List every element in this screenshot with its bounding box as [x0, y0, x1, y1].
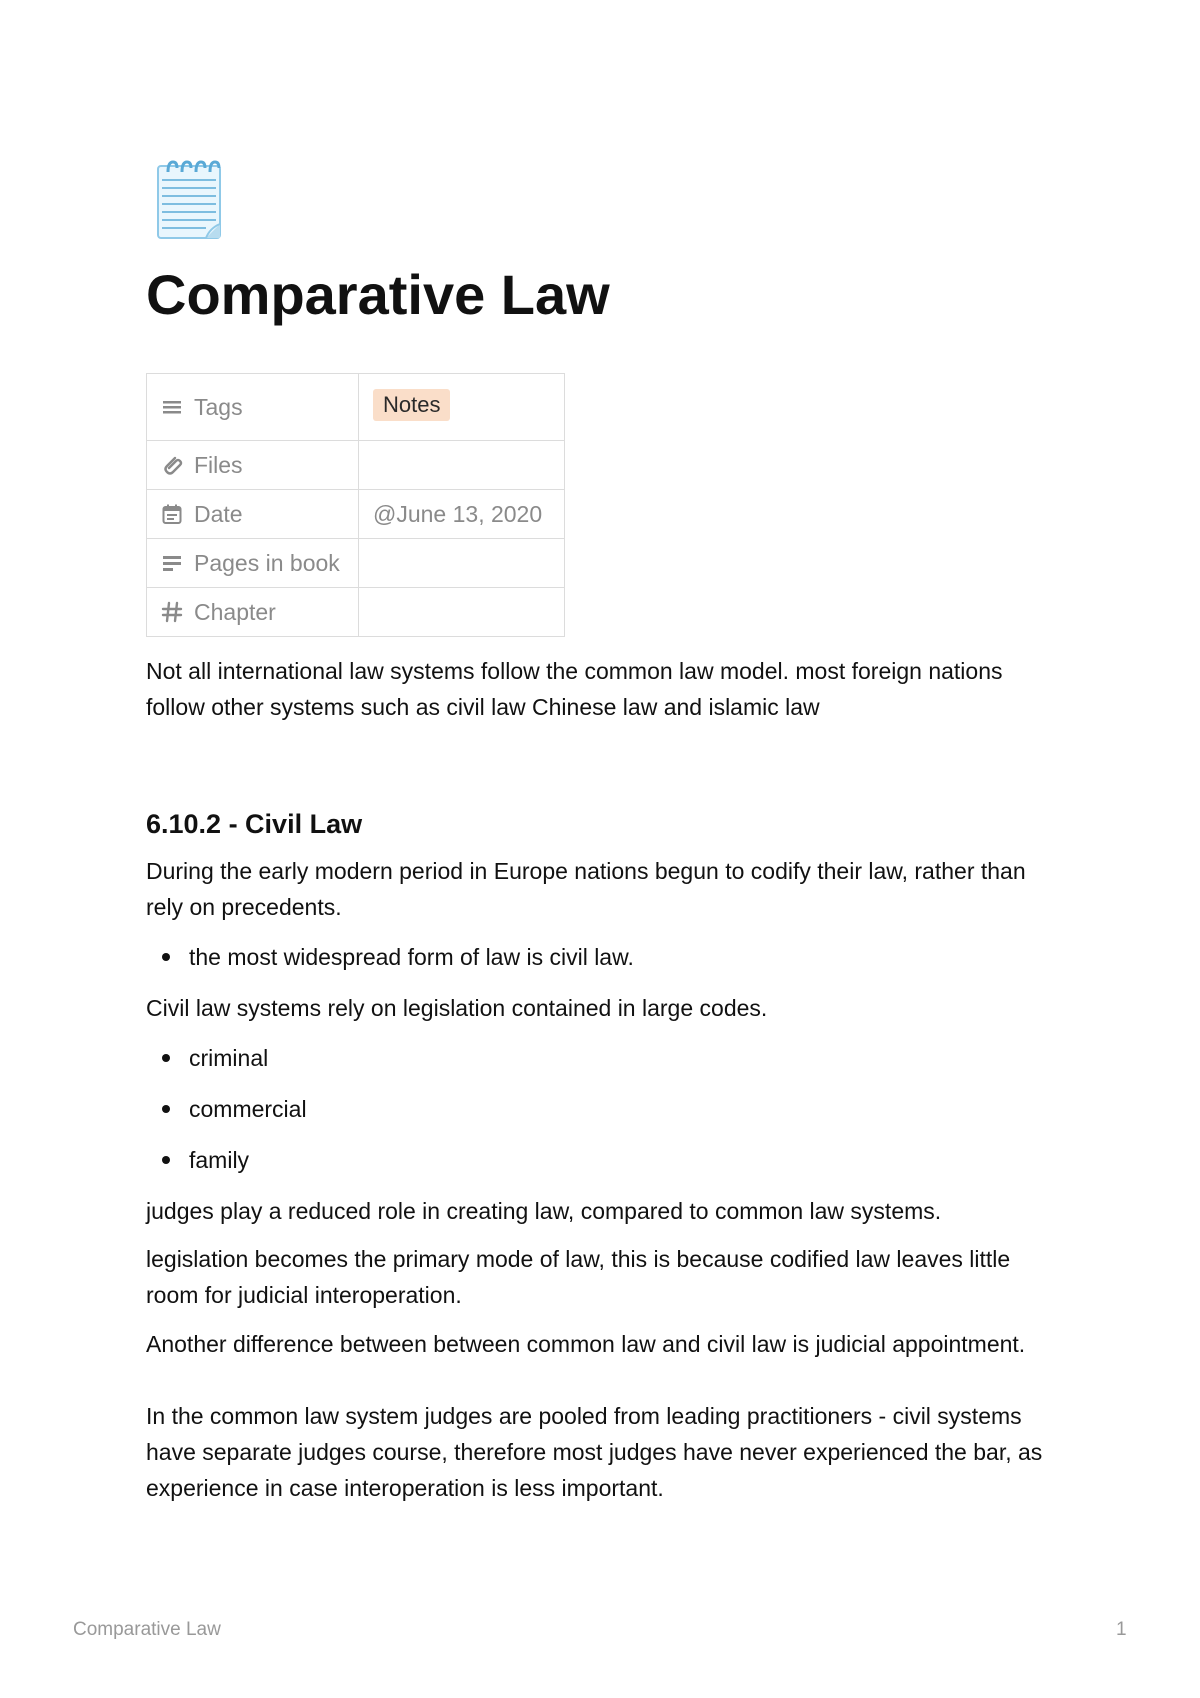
property-value-files[interactable]: [359, 441, 565, 490]
property-key[interactable]: [147, 490, 359, 539]
paragraph: In the common law system judges are pooled from leading practitioners - civil systems have separate judges course, therefore most judges have never experienced the bar, as experience in case interoperation is less important.: [146, 1403, 1043, 1501]
property-value-chapter[interactable]: [359, 588, 565, 637]
property-label: Date: [194, 500, 243, 527]
paragraph: Another difference between between common law and civil law is judicial appointment.: [146, 1331, 1026, 1357]
property-label: Tags: [194, 393, 243, 420]
property-row-chapter: [147, 588, 565, 637]
paperclip-icon: [161, 454, 183, 476]
calendar-icon: [161, 503, 183, 525]
property-key[interactable]: [147, 539, 359, 588]
list-item: family: [189, 1142, 249, 1178]
property-value-pages[interactable]: [359, 539, 565, 588]
paragraph: judges play a reduced role in creating law, compared to common law systems.: [146, 1198, 942, 1224]
property-row-tags: [147, 374, 565, 441]
property-row-pages: [147, 539, 565, 588]
property-row-files: [147, 441, 565, 490]
page-title: Comparative Law: [146, 263, 610, 326]
hash-icon: [161, 601, 183, 623]
list-item: the most widespread form of law is civil law.: [189, 939, 634, 975]
property-value-date[interactable]: @June 13, 2020: [359, 490, 565, 539]
intro-paragraph: Not all international law systems follow the common law model. most foreign nations follow other systems such as civil law Chinese law and islamic law: [146, 658, 1003, 720]
property-key[interactable]: [147, 374, 359, 441]
property-label: Chapter: [194, 598, 276, 625]
section-heading: 6.10.2 - Civil Law: [146, 809, 363, 839]
properties-table: [146, 373, 565, 637]
property-key[interactable]: [147, 588, 359, 637]
text-icon: [161, 552, 183, 574]
list-item: commercial: [189, 1091, 307, 1127]
property-key[interactable]: [147, 441, 359, 490]
page-number: 1: [1116, 1619, 1127, 1640]
paragraph: legislation becomes the primary mode of law, this is because codified law leaves little room for judicial interoperation.: [146, 1246, 1011, 1308]
property-label: Pages in book: [194, 549, 340, 576]
property-row-date: [147, 490, 565, 539]
notepad-icon: [156, 158, 226, 242]
paragraph: During the early modern period in Europe nations begun to codify their law, rather than rely on precedents.: [146, 858, 1026, 920]
paragraph: Civil law systems rely on legislation contained in large codes.: [146, 995, 768, 1021]
list-item: criminal: [189, 1040, 268, 1076]
list-icon: [161, 396, 183, 418]
property-value-tags[interactable]: [359, 374, 565, 441]
tag-badge[interactable]: Notes: [373, 389, 450, 421]
footer-title: Comparative Law: [73, 1619, 221, 1640]
property-label: Files: [194, 451, 243, 478]
